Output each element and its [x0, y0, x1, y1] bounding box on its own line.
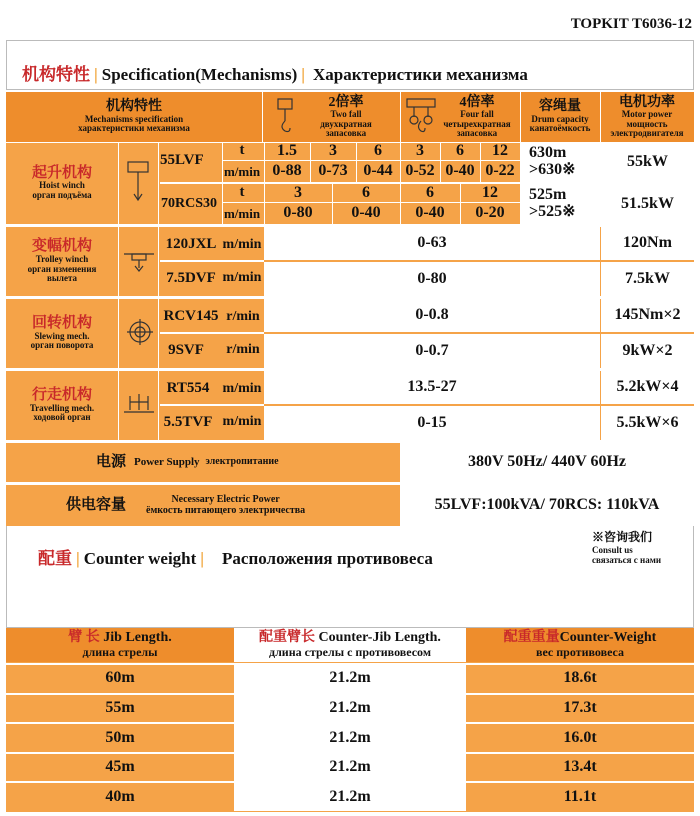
cw-cell-jib: 60m: [105, 669, 135, 687]
slewing-power-2: 9kW×2: [601, 334, 694, 368]
head-motor-ru2: электродвигателя: [610, 128, 684, 139]
hoist-winch-icon: [124, 160, 152, 206]
head-motor-en: Motor power: [621, 109, 673, 120]
consult-note: [592, 528, 661, 565]
head-motor-cn: 电机功率: [619, 94, 675, 110]
travel-model-1: RT554: [166, 380, 210, 397]
head-four-en: Four fall: [460, 109, 494, 120]
model-name: TOPKIT T6036-12: [570, 16, 692, 32]
spec-title-cn: 机构特性: [22, 65, 90, 84]
head-two-ru1: двухкратная: [320, 118, 372, 129]
trolley-unit-1: m/min: [222, 236, 262, 252]
cw-title-cn: 配重: [38, 549, 72, 568]
hoist-r1-v-4: 0-40: [445, 162, 475, 180]
head-four-ru2: запасовка: [456, 128, 498, 139]
cw-cell-jib: 55m: [105, 698, 135, 716]
trolley-value-2: 0-80: [264, 262, 600, 296]
travel-value-2: 0-15: [264, 406, 600, 440]
head-drum-cn: 容绳量: [539, 99, 581, 115]
hoist-label: [6, 142, 118, 224]
two-fall-hook-icon: [272, 97, 298, 137]
cw-cell-cjib: 21.2m: [234, 724, 466, 752]
trolley-model-1: 120JXL: [165, 236, 217, 253]
slewing-ru: орган поворота: [30, 340, 94, 351]
head-drum: [520, 92, 600, 142]
spec-title-ru: Характеристики механизма: [312, 65, 528, 84]
travel-value-1: 13.5-27: [264, 371, 600, 404]
cw-head-jib-en: Jib Length.: [103, 630, 172, 646]
power-label: [6, 443, 400, 482]
hoist-r2-drum: [521, 184, 600, 224]
slewing-unit-2: r/min: [226, 342, 260, 358]
trolley-en: Trolley winch: [35, 254, 89, 265]
slewing-model-1: RCV145: [163, 308, 219, 325]
power-ru: электропитание: [205, 456, 279, 468]
cw-head-cw-en: Counter-Weight: [559, 630, 657, 646]
head-two-ru2: запасовка: [325, 128, 367, 139]
trolley-model-2: 7.5DVF: [166, 269, 216, 286]
travel-cn: 行走机构: [31, 387, 92, 404]
cw-title-en: Counter weight: [83, 549, 197, 568]
cw-cell-cw: 13.4t: [563, 758, 597, 776]
hoist-r1-v-5: 0-22: [485, 162, 515, 180]
hoist-r1-t-5: 12: [492, 141, 508, 159]
travel-label: [6, 371, 118, 440]
travel-unit-2: m/min: [222, 414, 262, 430]
hoist-model-2: 70RCS30: [160, 195, 217, 211]
slewing-value-2: 0-0.7: [264, 334, 600, 368]
hoist-r2-v-1: 0-40: [351, 204, 381, 222]
hoist-r1-v-0: 0-88: [272, 162, 302, 180]
travel-ru: ходовой орган: [33, 412, 91, 423]
consult-ru: связаться с нами: [592, 555, 662, 565]
hoist-r1-motor: 55kW: [601, 142, 694, 182]
cw-cell-cjib: 21.2m: [234, 695, 466, 723]
travel-power-1: 5.2kW×4: [601, 371, 694, 404]
elec-value: 55LVF:100kVA/ 70RCS: 110kVA: [400, 485, 694, 526]
cw-head-cjib: [234, 628, 466, 662]
head-drum-ru: канатоёмкость: [529, 123, 591, 134]
cw-cell-cw: 17.3t: [563, 698, 597, 716]
consult-en: Consult us: [592, 545, 633, 555]
hoist-en: Hoist winch: [39, 180, 85, 191]
cw-head-jib-cn: 臂 长: [68, 630, 100, 646]
hoist-r1-v-3: 0-52: [405, 162, 435, 180]
hoist-r1-t-2: 6: [374, 141, 382, 159]
cw-title: 配重 | Counter weight | Расположения противовеса: [38, 549, 433, 568]
hoist-r2-v-2: 0-40: [415, 204, 445, 222]
cw-cell-cjib: 21.2m: [234, 783, 466, 811]
slewing-mech-icon: [126, 318, 154, 346]
head-four-ru1: четырехкратная: [443, 118, 511, 129]
spec-title-en: Specification(Mechanisms): [101, 65, 298, 84]
head-motor: [600, 92, 694, 142]
cw-head-cw-ru: вес противовеса: [535, 645, 625, 660]
four-fall-hook-icon: [404, 97, 438, 137]
power-value: 380V 50Hz/ 440V 60Hz: [400, 443, 694, 482]
trolley-ru2: вылета: [47, 273, 77, 284]
hoist-ru: орган подъёма: [32, 189, 92, 200]
cw-cell-cw: 16.0t: [563, 728, 597, 746]
cw-head-jib-ru: длина стрелы: [82, 645, 158, 660]
slewing-power-1: 145Nm×2: [601, 299, 694, 332]
head-mech-ru: характеристики механизма: [78, 123, 190, 134]
hoist-r1-drum: [521, 142, 600, 182]
elec-en: Necessary Electric Power: [171, 494, 280, 505]
cw-head-cjib-ru: длина стрелы с противовесом: [269, 645, 431, 660]
power-en: Power Supply: [134, 455, 200, 468]
hoist-r2-t-0: 3: [294, 183, 302, 201]
hoist-cn: 起升机构: [31, 164, 92, 181]
slewing-model-2: 9SVF: [168, 341, 204, 358]
hoist-r1-t-1: 3: [329, 141, 337, 159]
cw-head-cw: [466, 628, 694, 662]
trolley-cn: 变幅机构: [31, 238, 92, 255]
trolley-value-1: 0-63: [264, 227, 600, 260]
hoist-r1-drum-2: >630※: [529, 161, 576, 178]
head-drum-en: Drum capacity: [531, 113, 589, 124]
cw-cell-cjib: 21.2m: [234, 754, 466, 782]
hoist-r1-t-3: 3: [416, 141, 424, 159]
slewing-value-1: 0-0.8: [264, 299, 600, 332]
travel-mech-icon: [122, 392, 156, 418]
hoist-r2-drum-1: 525m: [529, 186, 567, 204]
cw-cell-cw: 18.6t: [563, 669, 597, 687]
slewing-en: Slewing mech.: [34, 330, 90, 341]
cw-cell-cjib: 21.2m: [234, 665, 466, 693]
hoist-r2-t-2: 6: [426, 183, 434, 201]
hoist-r1-drum-1: 630m: [529, 144, 567, 162]
hoist-r2-t-label: t: [239, 184, 245, 201]
hoist-r2-drum-2: >525※: [529, 203, 576, 220]
cw-head-jib: [6, 628, 234, 662]
head-four-cn: 4倍率: [459, 94, 495, 110]
travel-power-2: 5.5kW×6: [601, 406, 694, 440]
hoist-r2-unit: m/min: [223, 206, 261, 222]
hoist-r2-motor: 51.5kW: [601, 184, 694, 224]
cw-cell-cw: 11.1t: [563, 787, 597, 805]
cw-head-cjib-cn: 配重臂长: [259, 630, 316, 646]
power-cn: 电源: [96, 453, 127, 470]
hoist-r2-v-0: 0-80: [283, 204, 313, 222]
hoist-model-1: 55LVF: [160, 152, 204, 169]
trolley-unit-2: m/min: [222, 270, 262, 286]
head-two-en: Two fall: [330, 109, 362, 120]
hoist-r2-t-3: 12: [482, 183, 498, 201]
travel-unit-1: m/min: [222, 380, 262, 396]
hoist-r1-v-2: 0-44: [363, 162, 393, 180]
slewing-cn: 回转机构: [31, 315, 92, 332]
travel-en: Travelling mech.: [29, 402, 95, 413]
head-mechanisms: [6, 92, 262, 142]
slewing-unit-1: r/min: [226, 308, 260, 324]
spec-title: 机构特性 | Specification(Mechanisms) | Характеристики механизма: [22, 65, 528, 84]
travel-model-2: 5.5TVF: [163, 413, 213, 430]
cw-head-cw-cn: 配重重量: [503, 630, 560, 646]
hoist-r1-v-1: 0-73: [318, 162, 348, 180]
hoist-r2-t-1: 6: [362, 183, 370, 201]
elec-ru: ёмкость питающего электричества: [146, 504, 306, 516]
head-two-cn: 2倍率: [328, 94, 364, 110]
trolley-power-1: 120Nm: [601, 227, 694, 260]
trolley-label: [6, 227, 118, 296]
cw-cell-jib: 45m: [105, 758, 135, 776]
head-mech-cn: 机构特性: [106, 99, 162, 115]
slewing-label: [6, 299, 118, 368]
hoist-r1-t-label: t: [239, 142, 245, 159]
hoist-r1-t-4: 6: [456, 141, 464, 159]
cw-cell-jib: 40m: [105, 787, 135, 805]
hoist-r2-v-3: 0-20: [475, 204, 505, 222]
trolley-power-2: 7.5kW: [601, 262, 694, 296]
trolley-winch-icon: [122, 248, 156, 274]
hoist-r1-t-0: 1.5: [277, 141, 297, 159]
head-motor-ru1: мощность: [626, 118, 668, 129]
cw-cell-jib: 50m: [105, 728, 135, 746]
elec-label: [6, 485, 400, 526]
cw-title-ru: Расположения противовеса: [222, 549, 433, 568]
consult-cn: ※咨询我们: [592, 530, 653, 544]
cw-head-cjib-en: Counter-Jib Length.: [318, 630, 441, 646]
elec-cn: 供电容量: [66, 496, 127, 513]
hoist-r1-unit: m/min: [223, 164, 261, 180]
cw-title-frame: [6, 526, 694, 628]
trolley-ru1: орган изменения: [27, 263, 97, 274]
head-mech-en: Mechanisms specification: [84, 113, 184, 124]
